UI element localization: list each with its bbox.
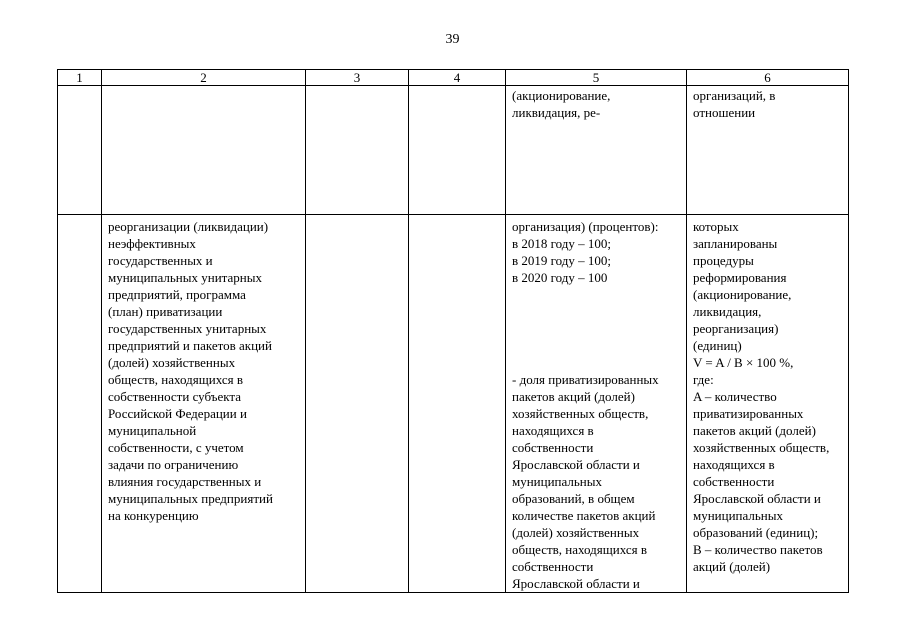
column-header-1: 1 — [58, 70, 102, 86]
table-cell: реорганизации (ликвидации) неэффективных государственных и муниципальных унитарных предприятий, программа (план) приватизации государственных унитарных предприятий и пакетов акций (долей) хозяйственных обществ, находящихся в собственности субъекта Российской Федерации и муниципальной собственности, с учетом задачи по ограничению влияния государственных и муниципальных предприятий на конкуренцию — [102, 215, 306, 593]
column-header-3: 3 — [306, 70, 409, 86]
column-header-4: 4 — [409, 70, 506, 86]
table-cell: которых запланированы процедуры реформирования (акционирование, ликвидация, реорганизация) (единиц) V = A / B × 100 %, где: A – количество приватизированных пакетов акций (долей) хозяйственных обществ, находящихся в собственности Ярославской области и муниципальных образований (единиц); B – количество пакетов акций (долей) — [687, 215, 849, 593]
column-header-5: 5 — [506, 70, 687, 86]
table-cell — [409, 86, 506, 215]
table-cell — [102, 86, 306, 215]
document-table — [57, 69, 849, 593]
table-cell: организаций, в отношении — [687, 86, 849, 215]
table-row — [58, 86, 849, 215]
column-header-6: 6 — [687, 70, 849, 86]
table-cell — [409, 215, 506, 593]
table-cell — [306, 86, 409, 215]
column-header-2: 2 — [102, 70, 306, 86]
table-cell — [58, 86, 102, 215]
table-cell: организация) (процентов): в 2018 году – 100; в 2019 году – 100; в 2020 году – 100 - доля приватизированных пакетов акций (долей) хозяйственных обществ, находящихся в собственности Ярославской области и муниципальных образований, в общем количестве пакетов акций (долей) хозяйственных обществ, находящихся в собственности Ярославской области и — [506, 215, 687, 593]
table-header-row — [58, 70, 849, 86]
table-cell: (акционирование, ликвидация, ре- — [506, 86, 687, 215]
table-row — [58, 215, 849, 593]
page-number: 39 — [445, 32, 460, 47]
table-cell — [306, 215, 409, 593]
table-cell — [58, 215, 102, 593]
